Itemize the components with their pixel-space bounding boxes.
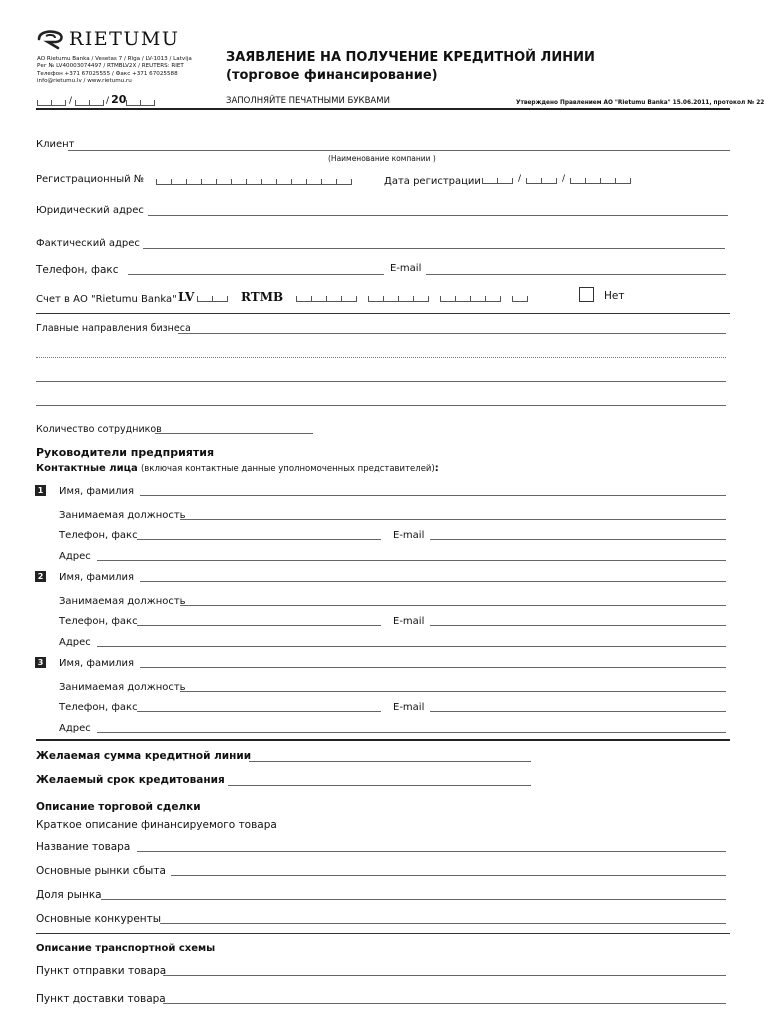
person-3-number: 3 — [35, 657, 46, 668]
person-1-address-label: Адрес — [59, 551, 91, 562]
reg-date-input[interactable]: / / — [482, 174, 631, 184]
management-heading: Руководители предприятия — [36, 446, 215, 459]
fill-instruction: ЗАПОЛНЯЙТЕ ПЕЧАТНЫМИ БУКВАМИ — [226, 96, 390, 106]
person-3-address-label: Адрес — [59, 723, 91, 734]
markets-input[interactable] — [171, 875, 726, 876]
person-1-name-input[interactable] — [140, 495, 726, 496]
business-directions-input[interactable] — [178, 333, 726, 334]
person-2-number: 2 — [35, 571, 46, 582]
person-2-phone-input[interactable] — [137, 625, 381, 626]
credit-term-label: Желаемый срок кредитования — [36, 774, 225, 786]
markets-label: Основные рынки сбыта — [36, 865, 166, 877]
actual-address-label: Фактический адрес — [36, 238, 140, 249]
account-rtmb-prefix: RTMB — [241, 290, 284, 304]
person-2-email-label: E-mail — [393, 616, 425, 627]
person-2-email-input[interactable] — [430, 625, 726, 626]
bank-info — [37, 56, 192, 86]
product-name-input[interactable] — [137, 851, 726, 852]
departure-point-label: Пункт отправки товара — [36, 965, 167, 977]
person-3-phone-input[interactable] — [137, 711, 381, 712]
person-1-position-label: Занимаемая должность — [59, 510, 186, 521]
approval-note: Утверждено Правлением АО "Rietumu Banka" 15.06.2011, протокол № 22 — [516, 100, 765, 106]
person-1-phone-label: Телефон, факс — [59, 530, 138, 541]
market-share-label: Доля рынка — [36, 889, 102, 901]
phone-fax-input[interactable] — [128, 274, 384, 275]
market-share-input[interactable] — [101, 899, 726, 900]
bank-info-line: Телефон +371 67025555 / Факс +371 67025588 — [37, 70, 178, 77]
form-subtitle: (торговое финансирование) — [226, 68, 438, 83]
management-divider — [36, 739, 730, 741]
account-number-cells-4[interactable] — [512, 296, 528, 302]
contacts-note: (включая контактные данные уполномоченных представителей) — [140, 464, 435, 474]
section-divider — [36, 313, 730, 314]
product-name-label: Название товара — [36, 841, 131, 853]
credit-amount-input[interactable] — [249, 761, 531, 762]
person-1-phone-input[interactable] — [137, 539, 381, 540]
delivery-point-input[interactable] — [163, 1003, 726, 1004]
person-2-address-label: Адрес — [59, 637, 91, 648]
email-input[interactable] — [426, 274, 726, 275]
no-account-checkbox[interactable] — [579, 287, 594, 302]
trade-heading: Описание торговой сделки — [36, 801, 201, 813]
competitors-input[interactable] — [160, 923, 726, 924]
no-account-label: Нет — [604, 290, 625, 302]
company-name-hint: (Наименование компании ) — [328, 154, 436, 163]
person-2-address-input[interactable] — [97, 646, 726, 647]
person-2-phone-label: Телефон, факс — [59, 616, 138, 627]
trade-divider — [36, 933, 730, 934]
person-3-email-label: E-mail — [393, 702, 425, 713]
application-date-field[interactable]: / / 20 — [37, 96, 155, 106]
person-3-phone-label: Телефон, факс — [59, 702, 138, 713]
contacts-colon: : — [434, 463, 439, 474]
transport-heading: Описание транспортной схемы — [36, 943, 216, 954]
header-divider — [36, 108, 730, 110]
delivery-point-label: Пункт доставки товара — [36, 993, 166, 1005]
business-directions-label: Главные направления бизнеса — [36, 323, 191, 334]
account-number-cells-1[interactable] — [296, 296, 357, 302]
logo-text: RIETUMU — [69, 28, 180, 50]
client-label: Клиент — [36, 139, 75, 150]
bank-logo — [36, 28, 179, 50]
client-name-input[interactable] — [68, 150, 730, 151]
reg-number-label: Регистрационный № — [36, 174, 145, 185]
credit-term-input[interactable] — [228, 785, 531, 786]
credit-amount-label: Желаемая сумма кредитной линии — [36, 750, 252, 762]
person-3-address-input[interactable] — [97, 732, 726, 733]
person-2-position-input[interactable] — [180, 605, 726, 606]
person-3-position-label: Занимаемая должность — [59, 682, 186, 693]
person-3-name-label: Имя, фамилия — [59, 658, 135, 669]
account-number-cells-3[interactable] — [440, 296, 501, 302]
bank-info-line: Рег № LV40003074497 / RTMBLV2X / REUTERS: RIET — [37, 63, 184, 70]
phone-fax-label: Телефон, факс — [36, 264, 119, 276]
business-directions-line-3[interactable] — [36, 381, 726, 382]
person-1-email-input[interactable] — [430, 539, 726, 540]
person-2-name-label: Имя, фамилия — [59, 572, 135, 583]
person-2-name-input[interactable] — [140, 581, 726, 582]
rietumu-logo-icon — [36, 28, 66, 50]
business-directions-line-2[interactable] — [36, 357, 726, 358]
date-year-prefix: 20 — [111, 93, 127, 106]
account-label: Счет в АО "Rietumu Banka" — [36, 294, 177, 305]
person-1-position-input[interactable] — [180, 519, 726, 520]
person-1-email-label: E-mail — [393, 530, 425, 541]
employees-input[interactable] — [155, 433, 313, 434]
person-2-position-label: Занимаемая должность — [59, 596, 186, 607]
form-title: ЗАЯВЛЕНИЕ НА ПОЛУЧЕНИЕ КРЕДИТНОЙ ЛИНИИ — [226, 50, 595, 65]
departure-point-input[interactable] — [163, 975, 726, 976]
account-lv-cells[interactable] — [197, 296, 228, 302]
email-label: E-mail — [390, 263, 422, 274]
bank-info-line: AO Rietumu Banka / Vesetas 7 / Rīga / LV-1013 / Latvija — [37, 56, 192, 62]
reg-date-label: Дата регистрации — [384, 176, 481, 187]
person-3-position-input[interactable] — [180, 691, 726, 692]
actual-address-input[interactable] — [143, 248, 725, 249]
person-1-number: 1 — [35, 485, 46, 496]
person-1-address-input[interactable] — [97, 560, 726, 561]
legal-address-input[interactable] — [148, 215, 728, 216]
employees-label: Количество сотрудников — [36, 424, 162, 435]
trade-subheading: Краткое описание финансируемого товара — [36, 819, 277, 831]
competitors-label: Основные конкуренты — [36, 913, 162, 925]
contacts-heading — [36, 463, 439, 474]
person-3-name-input[interactable] — [140, 667, 726, 668]
person-3-email-input[interactable] — [430, 711, 726, 712]
business-directions-line-4[interactable] — [36, 405, 726, 406]
person-1-name-label: Имя, фамилия — [59, 486, 135, 497]
reg-number-input[interactable] — [156, 179, 352, 185]
legal-address-label: Юридический адрес — [36, 205, 144, 216]
bank-info-line: info@rietumu.lv / www.rietumu.ru — [37, 78, 132, 85]
account-number-cells-2[interactable] — [368, 296, 429, 302]
contacts-bold: Контактные лица — [36, 463, 138, 474]
account-lv-prefix: LV — [178, 290, 195, 304]
